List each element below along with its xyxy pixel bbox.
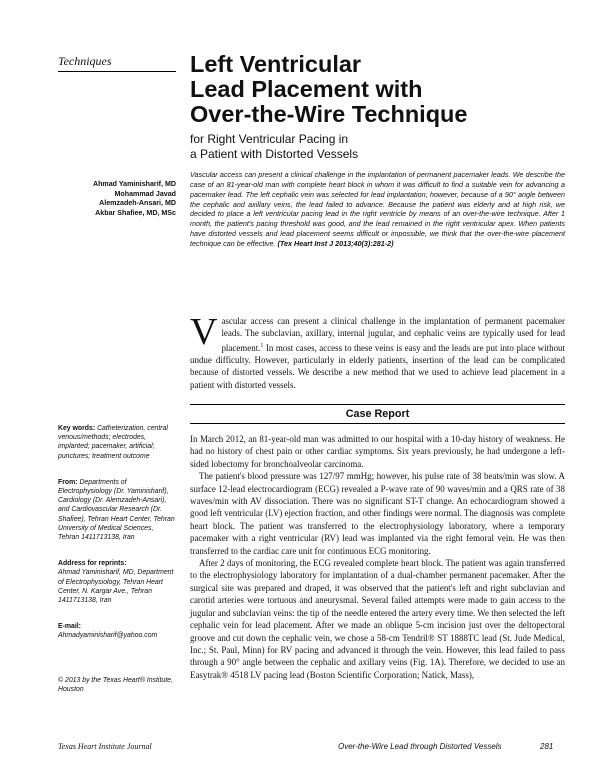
keywords-heading: Key words: (58, 425, 96, 432)
intro-paragraph (190, 311, 565, 391)
intro-text-continued: In most cases, access to these veins is easy and the leads are put into place without undue difficulty. However, particularly in elderly patients, insertion of the lead can be complicated because of distorted vessels. We describe a new method that we used to achieve lead placement in a patient with distorted vessels. (190, 342, 565, 390)
email-address[interactable]: Ahmadyaminisharif@yahoo.com (58, 632, 158, 640)
author-line: Mohammad Javad (114, 189, 176, 198)
body-paragraph: In March 2012, an 81-year-old man was admitted to our hospital with a 10-day history of weakness. He had no history of chest pain or other cardiac symptoms. Six years previously, he had undergone a left-sided lobectomy for bronchoalveolar carcinoma. (190, 434, 565, 469)
author-line: Alemzadeh-Ansari, MD (99, 199, 176, 208)
copyright-notice: © 2013 by the Texas Heart® Institute, Houston (58, 677, 173, 694)
intro-text: ascular access can present a clinical challenge in the implantation of permanent pacemaker leads. The subclavian, axillary, internal jugular, and cephalic veins are typically used for lead placement. (221, 316, 565, 353)
sidebar (58, 424, 176, 694)
body-paragraph: The patient's blood pressure was 127/97 mmHg; however, his pulse rate of 38 beats/min was slow. A surface 12-lead electrocardiogram (ECG) revealed a P-wave rate of 90 waves/min and a QRS rate of 38 waves/min with AV dissociation. There was no significant ST-T change. An echocardiogram showed a good left ventricular (LV) ejection fraction, and other findings were normal. The diagnosis was complete heart block. The patient was transferred to the electrophysiology laboratory, where a temporary pacemaker with a right ventricular (RV) lead was implanted via the right femoral vein. He was then transferred to the cardiac care unit for continuous ECG monitoring. (190, 471, 565, 556)
email-block (58, 622, 176, 640)
title-line: Over-the-Wire Technique (190, 101, 468, 127)
affiliation-block (58, 478, 176, 542)
case-report-body (190, 433, 565, 681)
drop-cap: V (190, 311, 218, 353)
author-line: Ahmad Yaminisharif, MD (92, 180, 176, 188)
page-number: 281 (540, 742, 554, 751)
abstract (190, 170, 565, 249)
section-divider (58, 71, 176, 72)
title-line: Left Ventricular (190, 51, 362, 77)
title-line: Lead Placement with (190, 76, 423, 102)
author-list (58, 180, 176, 218)
subtitle-line: a Patient with Distorted Vessels (190, 147, 359, 161)
case-report-heading: Case Report (345, 408, 410, 420)
section-label: Techniques (58, 54, 112, 68)
article-subtitle (190, 132, 570, 162)
heading-rule-bottom (190, 423, 565, 424)
subtitle-line: for Right Ventricular Pacing in (190, 132, 349, 146)
affiliation-text: Departments of Electrophysiology (Dr. Yaminisharif), Cardiology (Dr. Alemzadeh-Ansari), and Cardiovascular Research (Dr. Shafiee), Tehran Heart Center, Tehran University of Medical Sciences, Tehran 1411713138, Iran (58, 478, 175, 542)
footer-running-title: Over-the-Wire Lead through Distorted Vessels (338, 742, 502, 751)
keywords-text: Catheterization, central venous/methods; electrodes, implanted; pacemaker, artificial; punctures; treatment outcome (58, 425, 168, 460)
author-line: Akbar Shafiee, MD, MSc (95, 208, 176, 217)
article-title (190, 52, 570, 127)
footer-journal-name: Texas Heart Institute Journal (58, 742, 152, 751)
abstract-citation: (Tex Heart Inst J 2013;40(3):281-2) (277, 238, 394, 248)
keywords-block (58, 424, 176, 461)
affiliation-heading: From: (58, 478, 78, 486)
reprints-block (58, 559, 176, 605)
body-paragraph: After 2 days of monitoring, the ECG revealed complete heart block. The patient was again transferred to the electrophysiology laboratory for implantation of a dual-chamber permanent pacemaker. After the surgical site was prepared and draped, it was observed that the patient's left and right subclavian and carotid arteries were tortuous and aneurysmal. Several failed attempts were made to gain access to the jugular and subclavian veins: the tip of the needle entered the artery every time. We then selected the left cephalic vein for lead placement. After we made an oblique 5-cm incision just over the deltopectoral groove and cut down the cephalic vein, we chose a 58-cm Tendril® ST 1888TC lead (St. Jude Medical, Inc.; St. Paul, Minn) for RV pacing and advanced it through the vein. However, this lead failed to pass through a 90° angle between the cephalic and axillary veins (Fig. 1A). Therefore, we decided to use an Easytrak® 4518 LV pacing lead (Boston Scientific Corporation; Natick, Mass), (190, 558, 565, 680)
email-heading: E-mail: (58, 623, 81, 631)
reprints-text: Ahmad Yaminisharif, MD, Department of Electrophysiology, Tehran Heart Center, N. Kargar Ave., Tehran 1411713138, Iran (58, 569, 174, 605)
abstract-text: Vascular access can present a clinical challenge in the implantation of permanent pacemaker leads. We describe the case of an 81-year-old man with complete heart block in whom it was difficult to find a suitable vein for advancing a pacemaker lead. The left cephalic vein was selected for lead implantation; however, because of a 90° angle between the cephalic and axillary veins, the lead failed to advance. Because the patient was elderly and at high risk, we decided to place a left ventricular pacing lead in the right ventricle by means of an over-the-wire technique. After 1 month, the patient's pacing threshold was good, and the lead remained in the right ventricular apex. When patients have distorted vessels and lead placement seems difficult or impossible, we think that the over-the-wire placement technique can be effective. (190, 170, 565, 248)
reprints-heading: Address for reprints: (58, 560, 127, 568)
case-report-header (190, 404, 565, 424)
reference-marker: 1 (260, 342, 264, 349)
